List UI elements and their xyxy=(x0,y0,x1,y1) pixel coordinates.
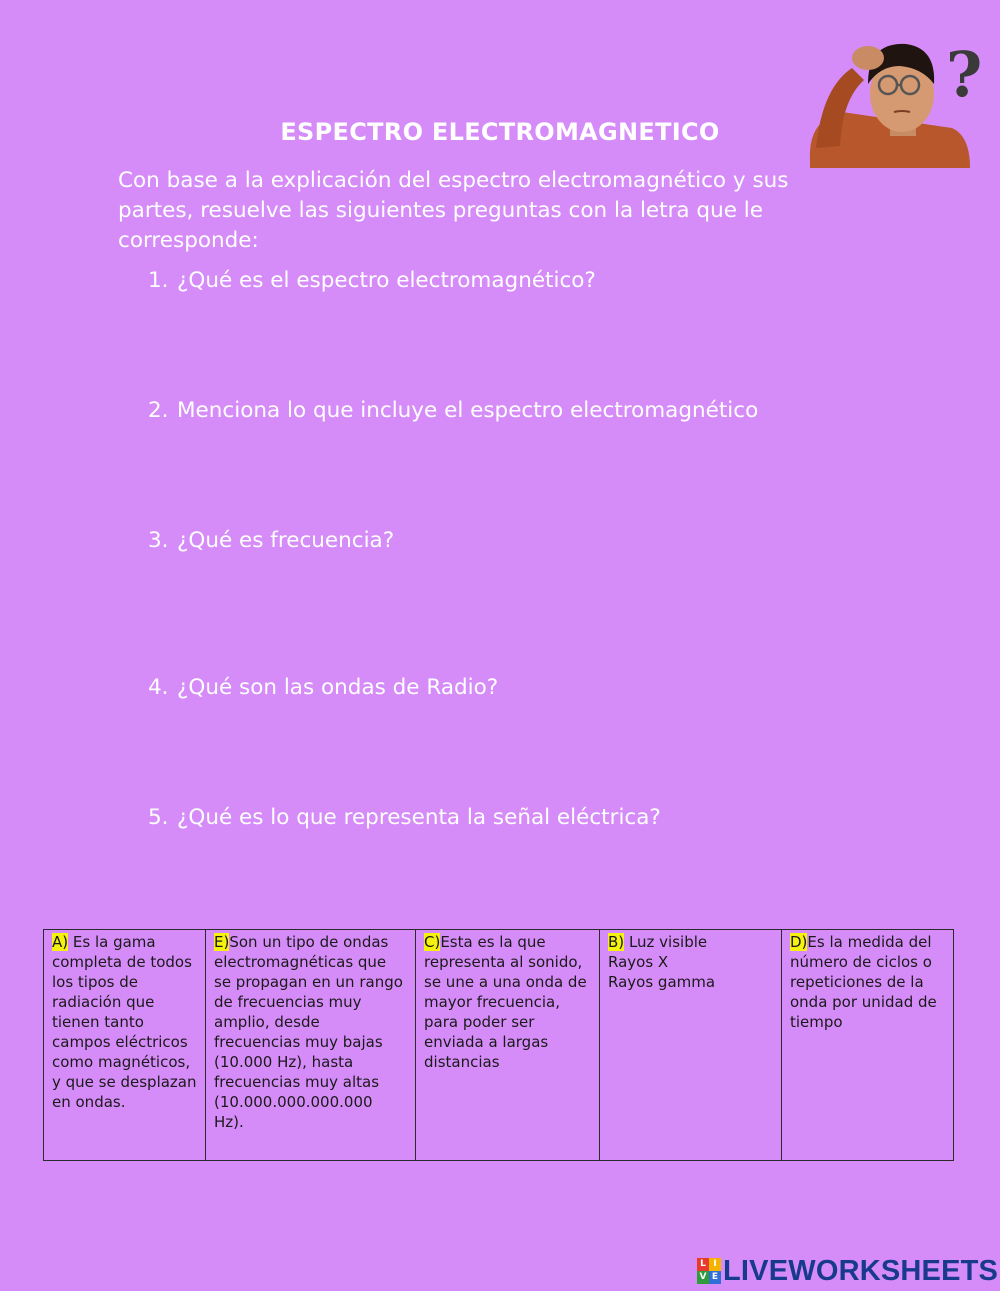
thinking-man-icon xyxy=(802,28,987,178)
question-number: 5. xyxy=(148,805,169,830)
worksheet-title: ESPECTRO ELECTROMAGNETICO xyxy=(280,118,720,146)
question-text: Menciona lo que incluye el espectro electromagnético xyxy=(177,398,759,423)
question-4 xyxy=(148,675,498,700)
answer-options-table xyxy=(43,929,954,1161)
question-mark-glyph: ? xyxy=(946,38,983,111)
question-number: 2. xyxy=(148,398,169,423)
answer-letter: A) xyxy=(52,933,69,951)
answer-option-e xyxy=(206,930,416,1161)
question-text: ¿Qué es lo que representa la señal eléctrica? xyxy=(177,805,661,830)
table-row xyxy=(44,930,954,1161)
liveworksheets-logo xyxy=(697,1254,998,1288)
answer-text: Es la medida del número de ciclos o repeticiones de la onda por unidad de tiempo xyxy=(790,933,937,1031)
answer-letter: B) xyxy=(608,933,625,951)
answer-option-a xyxy=(44,930,206,1161)
question-1 xyxy=(148,268,596,293)
badge-letter: E xyxy=(709,1271,721,1284)
answer-text: Esta es la que representa al sonido, se une a una onda de mayor frecuencia, para poder ser enviada a largas distancias xyxy=(424,933,587,1071)
question-2 xyxy=(148,398,758,423)
answer-letter: E) xyxy=(214,933,230,951)
live-badge-icon xyxy=(697,1258,721,1284)
answer-text: Son un tipo de ondas electromagnéticas que se propagan en un rango de frecuencias muy amplio, desde frecuencias muy bajas (10.000 Hz), hasta frecuencias muy altas (10.000.000.000.000 Hz). xyxy=(214,933,403,1131)
answer-line: Luz visible xyxy=(628,933,708,951)
answer-text: Es la gama completa de todos los tipos de radiación que tienen tanto campos eléctricos como magnéticos, y que se desplazan en ondas. xyxy=(52,933,197,1111)
answer-option-c xyxy=(416,930,600,1161)
brand-name: LIVEWORKSHEETS xyxy=(723,1254,999,1287)
badge-letter: L xyxy=(697,1258,709,1271)
question-text: ¿Qué es frecuencia? xyxy=(177,528,395,553)
badge-letter: V xyxy=(697,1271,709,1284)
instructions-text: Con base a la explicación del espectro electromagnético y sus partes, resuelve las siguientes preguntas con la letra que le corresponde: xyxy=(118,168,789,253)
badge-letter: I xyxy=(709,1258,721,1271)
question-5 xyxy=(148,805,661,830)
question-text: ¿Qué son las ondas de Radio? xyxy=(177,675,499,700)
question-number: 4. xyxy=(148,675,169,700)
question-text: ¿Qué es el espectro electromagnético? xyxy=(177,268,596,293)
answer-letter: C) xyxy=(424,933,441,951)
answer-option-d xyxy=(782,930,954,1161)
question-number: 1. xyxy=(148,268,169,293)
answer-option-b xyxy=(600,930,782,1161)
answer-letter: D) xyxy=(790,933,808,951)
question-number: 3. xyxy=(148,528,169,553)
answer-line: Rayos gamma xyxy=(608,973,716,991)
answer-line: Rayos X xyxy=(608,953,669,971)
question-3 xyxy=(148,528,394,553)
